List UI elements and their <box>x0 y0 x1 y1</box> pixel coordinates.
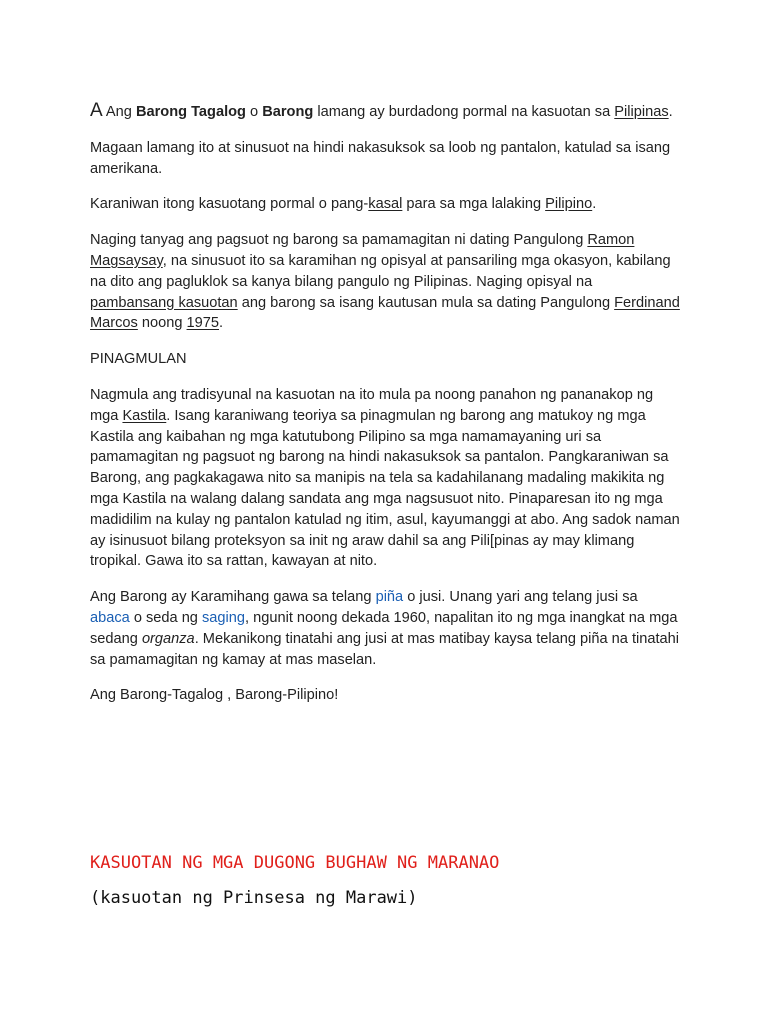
text-run: o seda ng <box>129 609 202 626</box>
text-run: Nagmula ang tradisyunal na kasuotan na ito mula pa noong panahon ng pananakop ng mga <box>90 386 654 424</box>
drop-cap: A <box>90 100 103 121</box>
paragraph-magaan: Magaan lamang ito at sinusuot na hindi nakasuksok sa loob ng pantalon, katulad sa isang amerikana. <box>90 139 671 177</box>
text-run: Ang Barong ay Karamihang gawa sa telang <box>90 589 376 606</box>
link-pambansang-kasuotan[interactable]: pambansang kasuotan <box>90 294 238 311</box>
intro-paragraph <box>90 101 680 123</box>
text-run: . Mekanikong tinatahi ang jusi at mas matibay kaysa telang piña na tinatahi sa pamamagitan ng kamay at mas maselan. <box>90 630 680 668</box>
text-run: o jusi. Unang yari ang telang jusi sa <box>403 589 638 606</box>
text-run: . Isang karaniwang teoriya sa pinagmulan ng barong ang matukoy ng mga Kastila ang kaibahan ng mga katutubong Pilipino sa mga namamayaning uri sa pamamagitan ng pagsuot ng barong na hindi nakasuksok sa pantalon. Pangkaraniwan sa Barong, ang pagkakagawa nito sa manipis na tela sa kadahilanang madaling makikita ng mga Kastila na walang dalang sandata ang mga nagsusuot nito. Pinaparesan ito ng mga madidilim na kulay ng pantalon katulad ng itim, asul, kayumanggi at abo. Ang sadok naman ay isinusuot bilang proteksyon sa init ng araw dahil sa ang Pili[pinas ay may klimang tropikal. Gawa ito sa rattan, kawayan at nito. <box>90 407 680 570</box>
text-run: . <box>668 104 673 120</box>
paragraph-tanyag <box>90 230 680 334</box>
link-abaca[interactable]: abaca <box>90 609 130 626</box>
link-saging[interactable]: saging <box>201 609 245 626</box>
link-pilipinas[interactable]: Pilipinas <box>614 104 669 120</box>
link-pilipino[interactable]: Pilipino <box>545 196 593 213</box>
text-run: , ngunit noong dekada 1960, napalitan ito ng mga inangkat na mga sedang <box>90 609 678 647</box>
text-run: . <box>592 196 597 213</box>
term-organza: organza <box>141 630 195 647</box>
link-ferdinand-marcos[interactable]: Ferdinand Marcos <box>90 294 680 332</box>
text-run: para sa mga lalaking <box>402 196 546 213</box>
text-run: Ang <box>102 104 136 120</box>
text-run: . <box>219 315 224 332</box>
text-run: o <box>245 104 263 120</box>
paragraph-nagmula <box>90 385 680 572</box>
term-barong: Barong <box>262 104 314 120</box>
section-heading-pinagmulan: PINAGMULAN <box>90 351 187 368</box>
text-run: Karaniwan itong kasuotang pormal o pang- <box>90 196 369 213</box>
maranao-subheading: (kasuotan ng Prinsesa ng Marawi) <box>90 888 418 908</box>
term-barong-tagalog: Barong Tagalog <box>135 104 246 120</box>
text-run: noong <box>137 315 187 332</box>
link-1975[interactable]: 1975 <box>186 315 220 332</box>
paragraph-closing: Ang Barong-Tagalog , Barong-Pilipino! <box>90 687 339 704</box>
article-body <box>90 101 680 721</box>
link-kastila[interactable]: Kastila <box>122 407 167 424</box>
text-run: lamang ay burdadong pormal na kasuotan sa <box>313 104 615 120</box>
link-kasal[interactable]: kasal <box>368 196 403 213</box>
maranao-heading: KASUOTAN NG MGA DUGONG BUGHAW NG MARANAO <box>90 853 500 873</box>
text-run: Naging tanyag ang pagsuot ng barong sa pamamagitan ni dating Pangulong <box>90 232 588 249</box>
paragraph-materials <box>90 587 680 670</box>
link-pina[interactable]: piña <box>375 589 404 606</box>
text-run: ang barong sa isang kautusan mula sa dating Pangulong <box>237 294 615 311</box>
text-run: , na sinusuot ito sa karamihan ng opisyal at pansariling mga okasyon, kabilang na dito ang pagluklok sa kanya bilang pangulo ng Pilipinas. Naging opisyal na <box>90 252 671 290</box>
paragraph-karaniwan <box>90 194 680 215</box>
link-ramon-magsaysay[interactable]: Ramon Magsaysay <box>90 232 635 269</box>
